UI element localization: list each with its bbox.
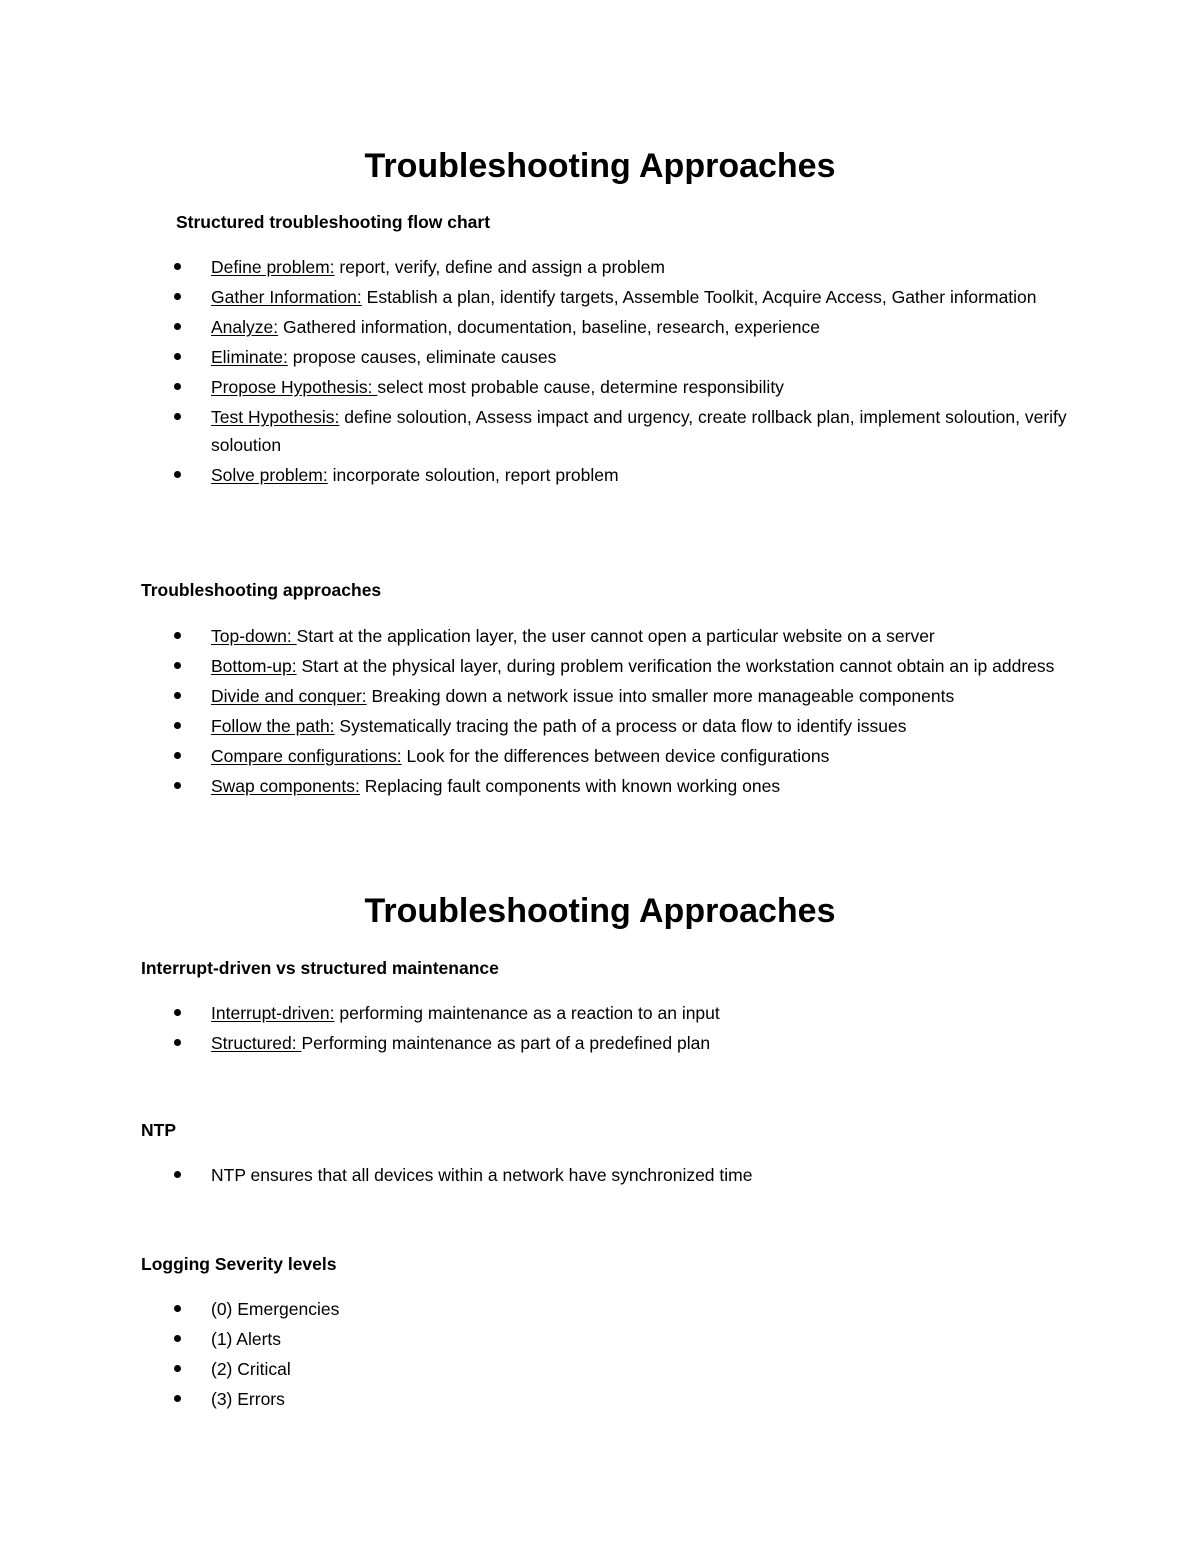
term-label: Gather Information: xyxy=(211,287,362,307)
page-title-second: Troubleshooting Approaches xyxy=(364,892,836,930)
term-label: Swap components: xyxy=(211,776,360,796)
list-item xyxy=(170,282,1070,312)
term-label: Divide and conquer: xyxy=(211,686,367,706)
bullet-icon xyxy=(174,263,181,270)
bullet-icon xyxy=(174,323,181,330)
term-label: Interrupt-driven: xyxy=(211,1003,335,1023)
item-text: propose causes, eliminate causes xyxy=(287,347,557,367)
list-item xyxy=(170,1160,1070,1190)
bullet-icon xyxy=(174,1335,181,1342)
item-text: Performing maintenance as part of a predefined plan xyxy=(301,1033,711,1053)
item-text: Replacing fault components with known working ones xyxy=(359,776,781,796)
maintenance-list xyxy=(170,998,1070,1058)
bullet-icon xyxy=(174,353,181,360)
term-label: Solve problem: xyxy=(211,465,328,485)
heading-flow-chart: Structured troubleshooting flow chart xyxy=(176,212,491,232)
list-item xyxy=(170,1324,1070,1354)
term-label: Analyze: xyxy=(211,317,279,337)
heading-logging: Logging Severity levels xyxy=(141,1254,337,1274)
term-label: Structured: xyxy=(211,1033,302,1053)
heading-ntp: NTP xyxy=(141,1120,176,1140)
bullet-icon xyxy=(174,782,181,789)
list-item xyxy=(170,998,1070,1028)
list-item xyxy=(170,252,1070,282)
bullet-icon xyxy=(174,293,181,300)
list-item xyxy=(170,741,1070,771)
list-item xyxy=(170,1028,1070,1058)
item-text: Systematically tracing the path of a process or data flow to identify issues xyxy=(334,716,907,736)
bullet-icon xyxy=(174,632,181,639)
list-item xyxy=(170,460,1070,490)
term-label: Test Hypothesis: xyxy=(211,407,340,427)
bullet-icon xyxy=(174,1171,181,1178)
list-item xyxy=(170,711,1070,741)
bullet-icon xyxy=(174,662,181,669)
item-text: Look for the differences between device configurations xyxy=(401,746,830,766)
list-item xyxy=(170,651,1070,681)
flow-chart-list xyxy=(170,252,1070,490)
item-text: (1) Alerts xyxy=(211,1329,282,1349)
bullet-icon xyxy=(174,383,181,390)
heading-troubleshooting-approaches: Troubleshooting approaches xyxy=(141,580,382,600)
term-label: Propose Hypothesis: xyxy=(211,377,378,397)
item-text: performing maintenance as a reaction to an input xyxy=(334,1003,720,1023)
item-text: Breaking down a network issue into smaller more manageable components xyxy=(366,686,955,706)
item-text: define soloution, Assess impact and urgency, create rollback plan, implement soloution, verify soloution xyxy=(211,407,1067,455)
item-text: Establish a plan, identify targets, Assemble Toolkit, Acquire Access, Gather information xyxy=(361,287,1037,307)
ntp-list xyxy=(170,1160,1070,1190)
logging-list xyxy=(170,1294,1070,1414)
list-item xyxy=(170,372,1070,402)
bullet-icon xyxy=(174,1039,181,1046)
bullet-icon xyxy=(174,722,181,729)
term-label: Top-down: xyxy=(211,626,297,646)
bullet-icon xyxy=(174,1305,181,1312)
term-label: Define problem: xyxy=(211,257,335,277)
list-item xyxy=(170,402,1070,460)
item-text: Gathered information, documentation, baseline, research, experience xyxy=(278,317,820,337)
term-label: Follow the path: xyxy=(211,716,335,736)
item-text: Start at the application layer, the user cannot open a particular website on a server xyxy=(296,626,935,646)
page-title: Troubleshooting Approaches xyxy=(364,147,836,185)
item-text: NTP ensures that all devices within a network have synchronized time xyxy=(211,1165,753,1185)
list-item xyxy=(170,312,1070,342)
item-text: (0) Emergencies xyxy=(211,1299,340,1319)
list-item xyxy=(170,1294,1070,1324)
heading-maintenance: Interrupt-driven vs structured maintenance xyxy=(141,958,499,978)
bullet-icon xyxy=(174,1395,181,1402)
bullet-icon xyxy=(174,1009,181,1016)
term-label: Compare configurations: xyxy=(211,746,402,766)
item-text: report, verify, define and assign a problem xyxy=(334,257,665,277)
list-item xyxy=(170,771,1070,801)
item-text: select most probable cause, determine responsibility xyxy=(377,377,784,397)
item-text: (2) Critical xyxy=(211,1359,291,1379)
item-text: Start at the physical layer, during problem verification the workstation cannot obtain an ip address xyxy=(296,656,1055,676)
list-item xyxy=(170,681,1070,711)
item-text: (3) Errors xyxy=(211,1389,285,1409)
approaches-list xyxy=(170,621,1070,801)
bullet-icon xyxy=(174,692,181,699)
bullet-icon xyxy=(174,471,181,478)
list-item xyxy=(170,1354,1070,1384)
list-item xyxy=(170,342,1070,372)
list-item xyxy=(170,1384,1070,1414)
term-label: Bottom-up: xyxy=(211,656,297,676)
bullet-icon xyxy=(174,752,181,759)
list-item xyxy=(170,621,1070,651)
item-text: incorporate soloution, report problem xyxy=(327,465,619,485)
bullet-icon xyxy=(174,413,181,420)
term-label: Eliminate: xyxy=(211,347,288,367)
bullet-icon xyxy=(174,1365,181,1372)
